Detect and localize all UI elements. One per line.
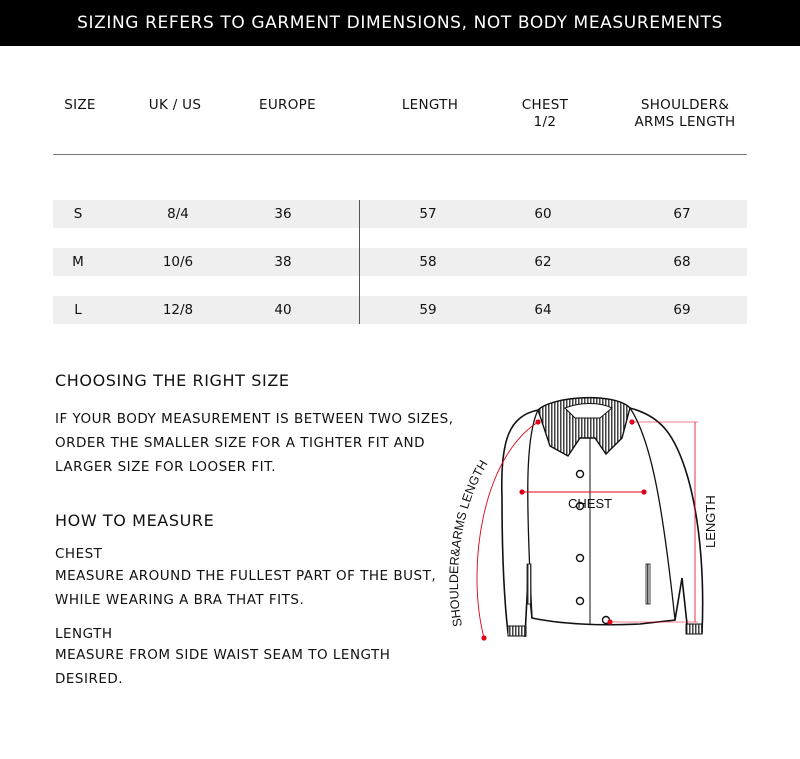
cell-uk-us: 10/6 bbox=[162, 254, 194, 270]
cell-chest: 60 bbox=[534, 206, 552, 222]
header-size: SIZE bbox=[64, 97, 96, 113]
button bbox=[577, 598, 584, 605]
intro-text bbox=[55, 407, 455, 479]
chest-measure-dot bbox=[519, 489, 524, 494]
cell-size: M bbox=[72, 254, 84, 270]
cell-size: L bbox=[74, 302, 82, 318]
cell-shoulder: 67 bbox=[673, 206, 691, 222]
length-subheading: LENGTH bbox=[55, 626, 113, 642]
length-instructions bbox=[55, 643, 455, 691]
banner-text: SIZING REFERS TO GARMENT DIMENSIONS, NOT BODY MEASUREMENTS bbox=[77, 13, 723, 33]
chest-line: MEASURE AROUND THE FULLEST PART OF THE BUST, bbox=[55, 568, 437, 584]
intro-line: ORDER THE SMALLER SIZE FOR A TIGHTER FIT AND bbox=[55, 435, 426, 451]
cell-chest: 64 bbox=[534, 302, 552, 318]
left-pocket bbox=[527, 564, 531, 604]
shoulder-measure-dot bbox=[535, 419, 540, 424]
table-column-divider bbox=[359, 200, 360, 324]
button bbox=[577, 471, 584, 478]
table-row bbox=[53, 248, 747, 276]
cell-length: 59 bbox=[419, 302, 437, 318]
table-row bbox=[53, 296, 747, 324]
cell-length: 58 bbox=[419, 254, 437, 270]
header-europe: EUROPE bbox=[259, 97, 316, 113]
shoulder-measure-dot bbox=[481, 635, 486, 640]
cell-shoulder: 69 bbox=[673, 302, 691, 318]
header-chest bbox=[505, 97, 585, 131]
header-chest-line2: 1/2 bbox=[533, 114, 557, 130]
chest-line: WHILE WEARING A BRA THAT FITS. bbox=[55, 592, 305, 608]
header-underline bbox=[53, 154, 747, 155]
chest-measure-dot bbox=[641, 489, 646, 494]
intro-line: LARGER SIZE FOR LOOSER FIT. bbox=[55, 459, 277, 475]
choosing-size-heading: CHOOSING THE RIGHT SIZE bbox=[55, 371, 290, 390]
button bbox=[577, 555, 584, 562]
header-uk-us: UK / US bbox=[148, 97, 202, 113]
chest-diagram-label: CHEST bbox=[568, 496, 613, 511]
header-shoulder-line1: SHOULDER& bbox=[640, 97, 730, 113]
jacket-measurement-diagram bbox=[440, 388, 770, 660]
cell-shoulder: 68 bbox=[673, 254, 691, 270]
length-measure-dot bbox=[607, 619, 612, 624]
cell-size: S bbox=[73, 206, 83, 222]
cell-uk-us: 12/8 bbox=[162, 302, 194, 318]
right-cuff bbox=[686, 624, 702, 634]
table-row bbox=[53, 200, 747, 228]
header-chest-line1: CHEST bbox=[521, 97, 569, 113]
length-measure-dot bbox=[629, 419, 634, 424]
cell-europe: 40 bbox=[274, 302, 292, 318]
intro-line: IF YOUR BODY MEASUREMENT IS BETWEEN TWO SIZES, bbox=[55, 411, 454, 427]
right-pocket bbox=[646, 564, 650, 604]
length-diagram-label: LENGTH bbox=[703, 495, 718, 548]
cell-uk-us: 8/4 bbox=[167, 206, 189, 222]
cell-length: 57 bbox=[419, 206, 437, 222]
cell-europe: 38 bbox=[274, 254, 292, 270]
shoulder-arms-label-path: SHOULDER&ARMS LENGTH bbox=[446, 457, 491, 628]
chest-instructions bbox=[55, 564, 455, 612]
cell-chest: 62 bbox=[534, 254, 552, 270]
length-line: MEASURE FROM SIDE WAIST SEAM TO LENGTH bbox=[55, 647, 391, 663]
chest-subheading: CHEST bbox=[55, 546, 103, 562]
top-banner bbox=[0, 0, 800, 46]
cell-europe: 36 bbox=[274, 206, 292, 222]
how-to-measure-heading: HOW TO MEASURE bbox=[55, 511, 215, 530]
shoulder-arms-diagram-label bbox=[447, 458, 491, 628]
left-cuff bbox=[508, 626, 526, 636]
header-length: LENGTH bbox=[401, 97, 459, 113]
header-shoulder-line2: ARMS LENGTH bbox=[634, 114, 736, 130]
length-line: DESIRED. bbox=[55, 671, 124, 687]
header-shoulder-arms bbox=[620, 97, 750, 131]
